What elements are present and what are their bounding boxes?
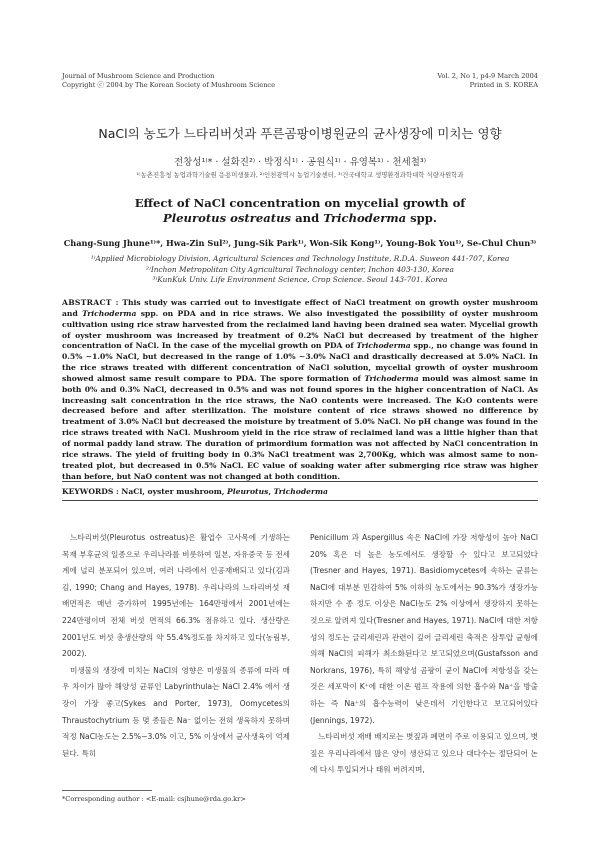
corresponding-author-footnote: *Corresponding author : <E-mail: csjhune@rda.go.kr> xyxy=(62,795,246,803)
abstract-text-3: spp., no change was found in 0.5% ∼1.0% NaCl, but decreased in the range of 1.0% ∼3.0% NaCl and drastically decreased at 5.0% NaCl. In the rice straws treated with different concentration of NaCl solution, mycelial growth of oyster mushroom showed almost same result compare to PDA. The spore formation of xyxy=(62,341,538,383)
abstract-italic-2: Trichoderma xyxy=(356,341,411,351)
journal-header xyxy=(62,72,275,90)
footnote-rule xyxy=(62,790,152,791)
keywords-italic-1: Pleurotus xyxy=(227,487,269,496)
keywords-text-1: NaCl, oyster mushroom, xyxy=(118,487,228,496)
keywords-bottom-rule xyxy=(62,500,538,501)
volume-line: Vol. 2, No 1, p4-9 March 2004 xyxy=(437,72,538,80)
body-paragraph: Penicillum 과 Aspergillus 속은 NaCl에 가장 저항성이 높아 NaCl 20% 혹은 더 높은 농도에서도 생장할 수 있다고 보고되었다(Tresner and Hayes, 1971). Basidiomycetes에 속하는 균류는 NaCl에 대부분 민감하여 5% 이하의 농도에서는 90.3%가 생장가능 하지만 수 종 정도 이상은 NaCl농도 2% 이상에서 생장하지 못하는 것으로 알려져 있다(Tresner and Hayes, 1971). NaCl에 대한 저항성의 정도는 글리세린과 관련이 깊어 글리세린 축적은 삼투압 균형에 의해 NaCl의 피해가 최소화된다고 보고되었으며(Gustafsson and Norkrans, 1976), 특히 해양성 곰팡이 균이 NaCl에 저항성을 갖는 것은 세포막이 K⁺에 대한 이온 펌프 작용에 의한 흡수와 Na⁺을 방출하는 즉 Na⁺의 흡수능력이 낮은데서 기인한다고 보고되어있다(Jennings, 1972). xyxy=(310,533,538,725)
issue-header xyxy=(437,72,538,90)
keywords-label: KEYWORDS : xyxy=(62,487,119,496)
english-title-line2 xyxy=(0,211,600,226)
body-column-right xyxy=(310,530,538,779)
korean-affiliations: ¹⁾농촌진흥청 농업과학기술원 응용미생물과, ²⁾인천광역시 농업기술센터, ³⁾건국대학교 생명환경과학대학 식량자원학과 xyxy=(136,171,464,179)
title-conjunction: and xyxy=(291,211,324,225)
keywords-sep: , xyxy=(268,487,274,496)
body-paragraph: 미생물의 생장에 미치는 NaCl의 영향은 미생물의 종류에 따라 매우 차이가 많아 해양성 균류인 Labyrinthula는 NaCl 2.4% 에서 생장이 가장 좋고(Sykes and Porter, 1973), Oomycetes의 Thraustochytrium 등 몇 종들은 Na⁻ 없이는 전혀 생육하지 못하며 적정 NaCl농도는 2.5%∼3.0% 이고, 5% 이상에서 균사생육이 억제된다. 특히 xyxy=(62,665,290,758)
english-title xyxy=(0,196,600,226)
affiliation-2: ²⁾Inchon Metropolitan City Agricultural Technology center, Inchon 403-130, Korea xyxy=(146,264,454,274)
affiliation-3: ³⁾KunKuk Univ. Life Environment Science, Crop Science. Seoul 143-701. Korea xyxy=(152,275,448,285)
english-authors: Chang-Sung Jhune¹⁾*, Hwa-Zin Sul²⁾, Jung-Sik Park¹⁾, Won-Sik Kong¹⁾, Young-Bok You¹⁾, Se-Chul Chun³⁾ xyxy=(63,238,537,248)
body-column-left xyxy=(62,530,290,762)
abstract-text-2: spp. on PDA and in rice straws. We also investigated the possibility of oyster mushroom cultivation using rice straw harvested from the reclaimed land having been drained sea water. Mycelial growth of oyster mushroom was increased by treatment of 0.2% NaCl but decreased by treatment of the higher concentration of NaCl. In the case of the mycelial growth on PDA of xyxy=(62,308,538,351)
keywords-italic-2: Trichoderma xyxy=(273,487,328,496)
korean-authors: 전창성¹⁾* · 설화진²⁾ · 박정식¹⁾ · 공원식¹⁾ · 유영복¹⁾ · 천세철³⁾ xyxy=(173,157,427,168)
title-spp: spp. xyxy=(406,211,437,225)
english-affiliations xyxy=(0,254,600,286)
copyright-line: Copyright ⓒ 2004 by The Korean Society of Mushroom Science xyxy=(62,81,276,89)
printed-line: Printed in S. KOREA xyxy=(469,81,538,89)
keywords xyxy=(62,487,538,496)
affiliation-1: ¹⁾Applied Microbiology Division, Agricultural Sciences and Technology Institute, R.D.A. Suweon 441-707, Korea xyxy=(90,254,510,263)
abstract-text-1: This study was carried out to investigate effect of NaCl treatment on growth oyster mushroom and xyxy=(62,298,538,318)
abstract-label: ABSTRACT : xyxy=(62,298,119,307)
journal-name: Journal of Mushroom Science and Production xyxy=(62,72,215,80)
title-species-1: Pleurotus ostreatus xyxy=(163,211,292,225)
title-species-2: Trichoderma xyxy=(323,211,407,225)
abstract-italic-1: Trichoderma xyxy=(82,308,137,318)
abstract-italic-3: Trichoderma xyxy=(364,373,419,383)
english-title-line1: Effect of NaCl concentration on mycelial growth of xyxy=(134,196,466,210)
abstract xyxy=(62,298,538,482)
body-paragraph: 느타리버섯 재배 배지로는 볏짚과 폐면이 주로 이용되고 있으며, 볏짚은 우리나라에서 많은 양이 생산되고 있으나 대다수는 절단되어 논에 다시 투입되거나 태워 버려지며, xyxy=(310,732,538,775)
keywords-top-rule xyxy=(62,481,538,482)
korean-title: NaCl의 농도가 느타리버섯과 푸른곰팡이병원균의 균사생장에 미치는 영향 xyxy=(98,126,502,141)
body-paragraph: 느타리버섯(Pleurotus ostreatus)은 활엽수 고사목에 기생하는 목재 부후균의 일종으로 우리나라를 비롯하여 일본, 자유중국 등 전세계에 널리 분포되어 있으며, 여러 나라에서 인공재배되고 있다(김과 김, 1990; Chang and Hayes, 1978). 우리나라의 느타리버섯 재배면적은 매년 증가하여 1995년에는 164만평에서 2001년에는 224만평이며 전체 버섯 면적의 66.3% 점유하고 있다. 생산량은 2001년도 버섯 총생산량의 약 55.4%정도를 차지하고 있다(농림부, 2002). xyxy=(62,533,290,659)
abstract-text-4: mould was almost same in both 0% and 0.3% NaCl, decreased in 0.5% and was not found spores in the higher concentration of NaCl. As increasing salt concentration in the rice straws, the NaO contents were increased. The K₂O contents were decreased before and after sterilization. The moisture content of rice straws showed no difference by treatment of 3.0% NaCl but decreased the moisture by treatment of 5.0% NaCl. No pH change was found in the rice straws treated with NaCl. Mushroom yield in the rice straw of reclaimed land was a little higher than that of normal paddy land straw. The duration of primordium formation was not affected by NaCl concentration in rice straws. The yield of fruiting body in 0.3% NaCl treatment was 2,700Kg, which was almost same to non-treated plot, but decreased in 0.5% NaCl. EC value of soaking water after submerging rice straw was higher than before, but NaO content was not changed at both condition. xyxy=(62,373,538,481)
